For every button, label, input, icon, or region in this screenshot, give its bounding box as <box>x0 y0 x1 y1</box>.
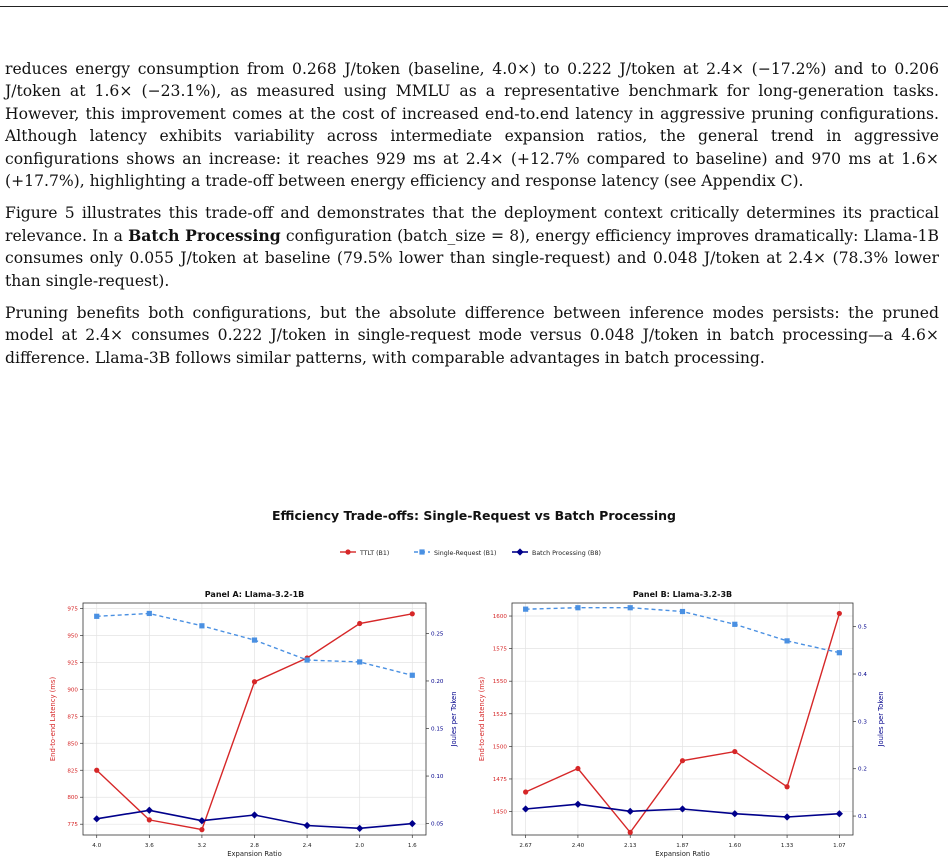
x-axis-label: Expansion Ratio <box>227 850 282 858</box>
y-left-tick-label-2: 1500 <box>492 744 507 751</box>
series-2-point-6 <box>409 820 416 827</box>
series-0-point-4 <box>732 749 737 754</box>
series-1-point-5 <box>784 638 789 643</box>
series-1-point-1 <box>147 611 152 616</box>
series-0-point-3 <box>680 758 685 763</box>
x-tick-label-6: 1.07 <box>833 843 846 849</box>
y-right-tick-label-2: 0.15 <box>431 726 444 733</box>
series-1-point-4 <box>304 657 309 662</box>
paragraph-2-before: Figure 5 illustrates this trade-off and demonstrates that the deployment context critically determines its practical relevance. In a <box>5 204 939 245</box>
x-tick-label-0: 2.67 <box>519 843 532 849</box>
x-tick-label-6: 1.6 <box>407 843 417 849</box>
y-right-tick-label-0: 0.05 <box>431 821 444 828</box>
series-1-point-5 <box>357 659 362 664</box>
series-2-point-3 <box>251 811 258 818</box>
panel-a <box>49 590 458 858</box>
series-2-point-1 <box>146 807 153 814</box>
series-2-point-5 <box>783 813 790 820</box>
x-tick-label-1: 3.6 <box>144 843 154 849</box>
paragraph-2-bold: Batch Processing <box>128 225 281 245</box>
series-2-point-5 <box>356 825 363 832</box>
panel-title: Panel B: Llama-3.2-3B <box>632 590 733 599</box>
paragraph-3: Pruning benefits both configurations, but the absolute difference between inference modes persists: the pruned model at 2.4× consumes 0.222 J/token in single-request mode versus 0.048 J/token in batch processing—a 4.6× difference. Llama-3B follows similar patterns, with comparable advantages in batch processing. <box>5 304 939 367</box>
y-left-tick-label-3: 1525 <box>492 711 507 718</box>
series-1-point-0 <box>523 607 528 612</box>
x-tick-label-2: 2.13 <box>623 843 637 849</box>
x-axis-label: Expansion Ratio <box>655 850 710 858</box>
panel-title: Panel A: Llama-3.2-1B <box>204 590 305 599</box>
series-0-point-2 <box>628 830 633 835</box>
series-2-point-4 <box>731 810 738 817</box>
series-0-point-0 <box>94 768 99 773</box>
x-tick-label-3: 2.8 <box>250 843 259 849</box>
figure-title: Efficiency Trade-offs: Single-Request vs Batch Processing <box>272 508 676 523</box>
y-left-axis-label: End-to-end Latency (ms) <box>478 676 486 762</box>
figure-chart-svg <box>0 500 948 865</box>
legend-marker-1 <box>419 549 424 554</box>
legend-marker-2 <box>516 548 523 555</box>
y-left-tick-label-7: 950 <box>67 633 78 640</box>
series-0-point-5 <box>357 621 362 626</box>
y-right-tick-label-3: 0.4 <box>858 672 867 679</box>
x-tick-label-1: 2.40 <box>571 843 585 849</box>
series-2-point-1 <box>574 801 581 808</box>
y-right-tick-label-2: 0.3 <box>858 719 867 726</box>
y-left-tick-label-0: 775 <box>67 822 78 829</box>
page-top-rule <box>0 6 948 7</box>
series-0-point-5 <box>784 784 789 789</box>
y-left-tick-label-3: 850 <box>67 741 78 748</box>
y-left-tick-label-0: 1450 <box>492 809 507 816</box>
y-right-tick-label-1: 0.10 <box>431 774 444 781</box>
series-0-point-6 <box>410 611 415 616</box>
legend-marker-0 <box>345 549 350 554</box>
figure-legend <box>340 548 601 556</box>
figure-5 <box>0 500 948 865</box>
series-2-point-6 <box>836 810 843 817</box>
series-1-point-4 <box>732 622 737 627</box>
x-tick-label-5: 1.33 <box>780 843 794 849</box>
x-tick-label-5: 2.0 <box>355 843 365 849</box>
series-0-point-0 <box>523 789 528 794</box>
y-left-tick-label-5: 900 <box>67 687 78 694</box>
y-left-tick-label-6: 925 <box>67 660 78 667</box>
series-0-point-1 <box>147 817 152 822</box>
series-1-point-2 <box>199 623 204 628</box>
series-0-point-6 <box>837 611 842 616</box>
series-1-point-0 <box>94 614 99 619</box>
y-left-tick-label-6: 1600 <box>492 614 507 621</box>
y-left-tick-label-4: 875 <box>67 714 78 721</box>
panel-b <box>478 590 885 858</box>
series-1-point-6 <box>410 673 415 678</box>
series-0-point-1 <box>575 766 580 771</box>
series-1-point-6 <box>837 650 842 655</box>
y-right-tick-label-0: 0.1 <box>858 814 867 821</box>
legend-label-1: Single-Request (B1) <box>434 549 497 557</box>
x-tick-label-3: 1.87 <box>676 843 689 849</box>
y-left-tick-label-8: 975 <box>67 606 78 613</box>
y-left-tick-label-2: 825 <box>67 768 78 775</box>
y-right-axis-label: Joules per Token <box>877 691 885 747</box>
legend-label-2: Batch Processing (B8) <box>532 549 601 557</box>
y-left-axis-label: End-to-end Latency (ms) <box>49 676 57 762</box>
y-right-axis-label: Joules per Token <box>450 691 458 747</box>
y-right-tick-label-4: 0.25 <box>431 631 444 638</box>
series-1-point-3 <box>252 637 257 642</box>
x-tick-label-4: 2.4 <box>302 843 312 849</box>
x-tick-label-0: 4.0 <box>92 843 102 849</box>
series-2-point-4 <box>303 822 310 829</box>
series-1-point-3 <box>680 609 685 614</box>
series-0-point-2 <box>199 827 204 832</box>
x-tick-label-2: 3.2 <box>197 843 207 849</box>
y-left-tick-label-1: 1475 <box>492 776 507 783</box>
y-left-tick-label-1: 800 <box>67 795 78 802</box>
series-1-point-1 <box>575 605 580 610</box>
series-1-point-2 <box>628 605 633 610</box>
y-right-tick-label-1: 0.2 <box>858 766 867 773</box>
paragraph-2 <box>5 202 939 292</box>
body-text <box>5 58 939 379</box>
paragraph-2-after: configuration (batch_size = 8), energy efficiency improves dramatically: Llama-1B consumes only 0.055 J/token at baseline (79.5% lower than single-request) and 0.048 J/token at 2.4× (78.3% lower than single-request). <box>5 226 939 290</box>
y-left-tick-label-4: 1550 <box>492 679 507 686</box>
series-0-point-3 <box>252 679 257 684</box>
x-tick-label-4: 1.60 <box>728 843 742 849</box>
series-2-point-2 <box>627 808 634 815</box>
y-right-tick-label-4: 0.5 <box>858 624 867 631</box>
paragraph-1: reduces energy consumption from 0.268 J/token (baseline, 4.0×) to 0.222 J/token at 2.4× (−17.2%) and to 0.206 J/token at 1.6× (−23.1%), as measured using MMLU as a representative benchmark for long-generation tasks. However, this improvement comes at the cost of increased end-to.end latency in aggressive pruning configurations. Although latency exhibits variability across intermediate expansion ratios, the general trend in aggressive configurations shows an increase: it reaches 929 ms at 2.4× (+12.7% compared to baseline) and 970 ms at 1.6× (+17.7%), highlighting a trade-off between energy efficiency and response latency (see Appendix C). <box>5 60 939 191</box>
series-2-point-0 <box>93 815 100 822</box>
y-right-tick-label-3: 0.20 <box>431 678 444 685</box>
y-left-tick-label-5: 1575 <box>492 646 507 653</box>
legend-label-0: TTLT (B1) <box>360 549 390 557</box>
